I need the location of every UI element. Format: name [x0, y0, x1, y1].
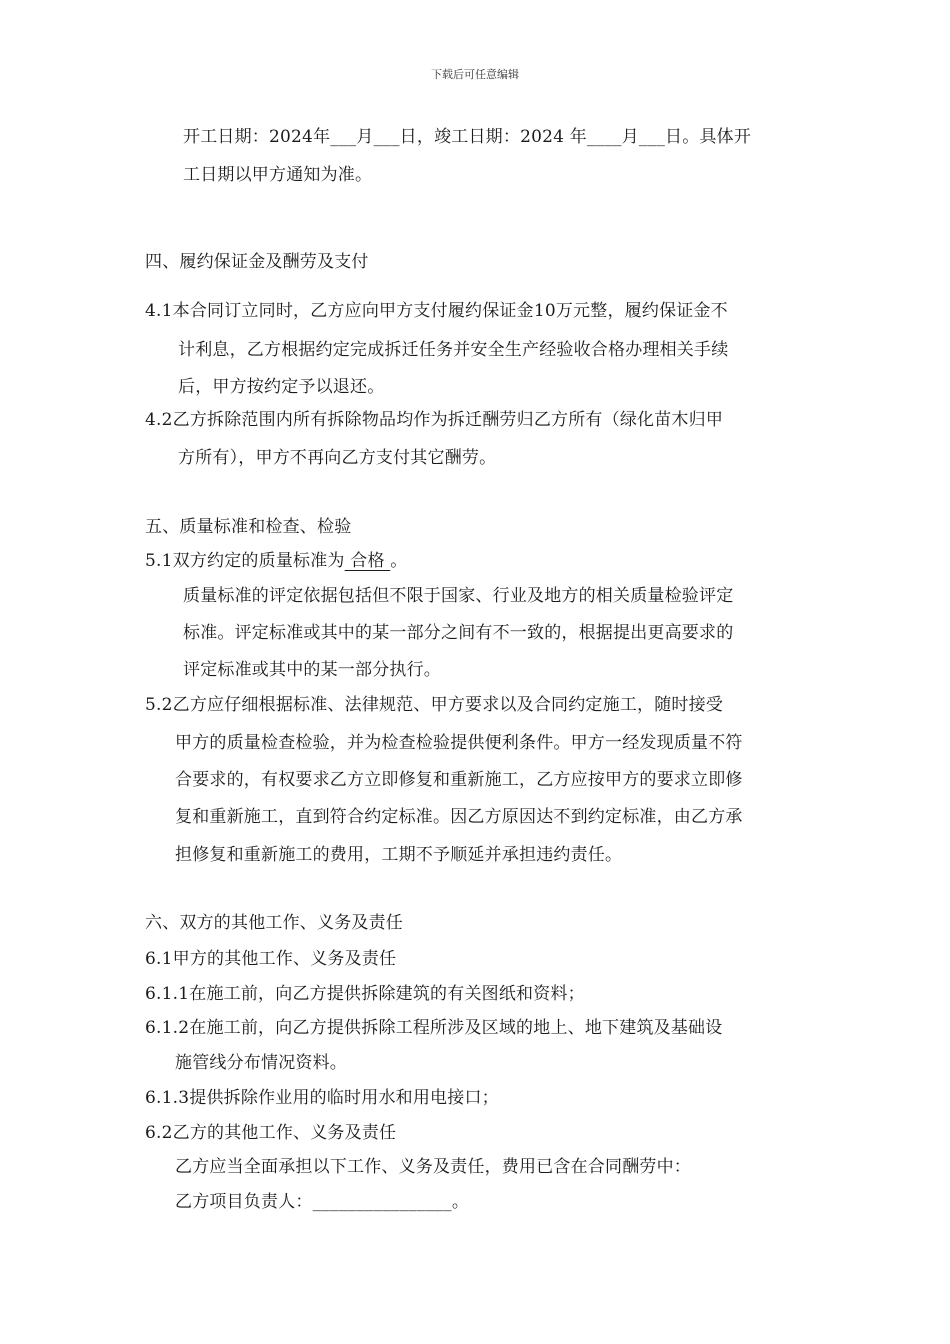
section-6-heading: 六、双方的其他工作、义务及责任 — [145, 913, 403, 933]
page-header: 下载后可任意编辑 — [431, 68, 519, 81]
clause-6-2-intro: 乙方应当全面承担以下工作、义务及责任，费用已含在合同酬劳中： — [175, 1157, 691, 1177]
clause-4-1-line-3: 后，甲方按约定予以退还。 — [178, 377, 385, 397]
quality-basis-line-3: 评定标准或其中的某一部分执行。 — [183, 660, 441, 680]
clause-6-1-2-line-1: 6.1.2在施工前，向乙方提供拆除工程所涉及区域的地上、地下建筑及基础设 — [145, 1018, 723, 1038]
section-4-heading: 四、履约保证金及酬劳及支付 — [145, 252, 369, 272]
clause-4-2-line-1: 4.2乙方拆除范围内所有拆除物品均作为拆迁酬劳归乙方所有（绿化苗木归甲 — [145, 410, 724, 430]
project-lead-line — [175, 1190, 469, 1214]
clause-4-1-line-1: 4.1本合同订立同时，乙方应向甲方支付履约保证金10万元整，履约保证金不 — [145, 301, 728, 321]
clause-6-1-3: 6.1.3提供拆除作业用的临时用水和用电接口； — [145, 1088, 499, 1108]
clause-5-2-line-5: 担修复和重新施工的费用，工期不予顺延并承担违约责任。 — [175, 845, 623, 865]
clause-5-2-line-2: 甲方的质量检查检验，并为检查检验提供便利条件。甲方一经发现质量不符 — [175, 733, 743, 753]
clause-5-2-line-3: 合要求的，有权要求乙方立即修复和重新施工，乙方应按甲方的要求立即修 — [175, 770, 743, 790]
start-end-date-line: 开工日期：2024年___月___日，竣工日期：2024 年____月___日。具体开 — [183, 127, 752, 147]
start-date-note: 工日期以甲方通知为准。 — [183, 165, 373, 185]
clause-6-1: 6.1甲方的其他工作、义务及责任 — [145, 949, 397, 969]
clause-5-2-line-1: 5.2乙方应仔细根据标准、法律规范、甲方要求以及合同约定施工，随时接受 — [145, 695, 724, 715]
clause-5-1-line — [145, 549, 407, 573]
quality-basis-line-1: 质量标准的评定依据包括但不限于国家、行业及地方的相关质量检验评定 — [183, 586, 734, 606]
clause-5-1-end: 。 — [390, 551, 408, 571]
clause-4-1-line-2: 计利息，乙方根据约定完成拆迁任务并安全生产经验收合格办理相关手续 — [178, 340, 729, 360]
project-lead-label: 乙方项目负责人： — [175, 1192, 313, 1212]
clause-6-2: 6.2乙方的其他工作、义务及责任 — [145, 1123, 397, 1143]
clause-4-2-line-2: 方所有），甲方不再向乙方支付其它酬劳。 — [178, 448, 497, 468]
quality-standard-value: 合格 — [344, 551, 391, 571]
clause-6-1-1: 6.1.1在施工前，向乙方提供拆除建筑的有关图纸和资料； — [145, 984, 585, 1004]
project-lead-end: 。 — [451, 1192, 470, 1212]
quality-basis-line-2: 标准。评定标准或其中的某一部分之间有不一致的，根据提出更高要求的 — [183, 623, 734, 643]
section-5-heading: 五、质量标准和检查、检验 — [145, 517, 352, 537]
clause-5-1-text: 5.1双方约定的质量标准为 — [145, 551, 345, 571]
clause-5-2-line-4: 复和重新施工，直到符合约定标准。因乙方原因达不到约定标准，由乙方承 — [175, 807, 743, 827]
project-lead-blank: ________________ — [312, 1192, 452, 1212]
clause-6-1-2-line-2: 施管线分布情况资料。 — [175, 1053, 347, 1073]
